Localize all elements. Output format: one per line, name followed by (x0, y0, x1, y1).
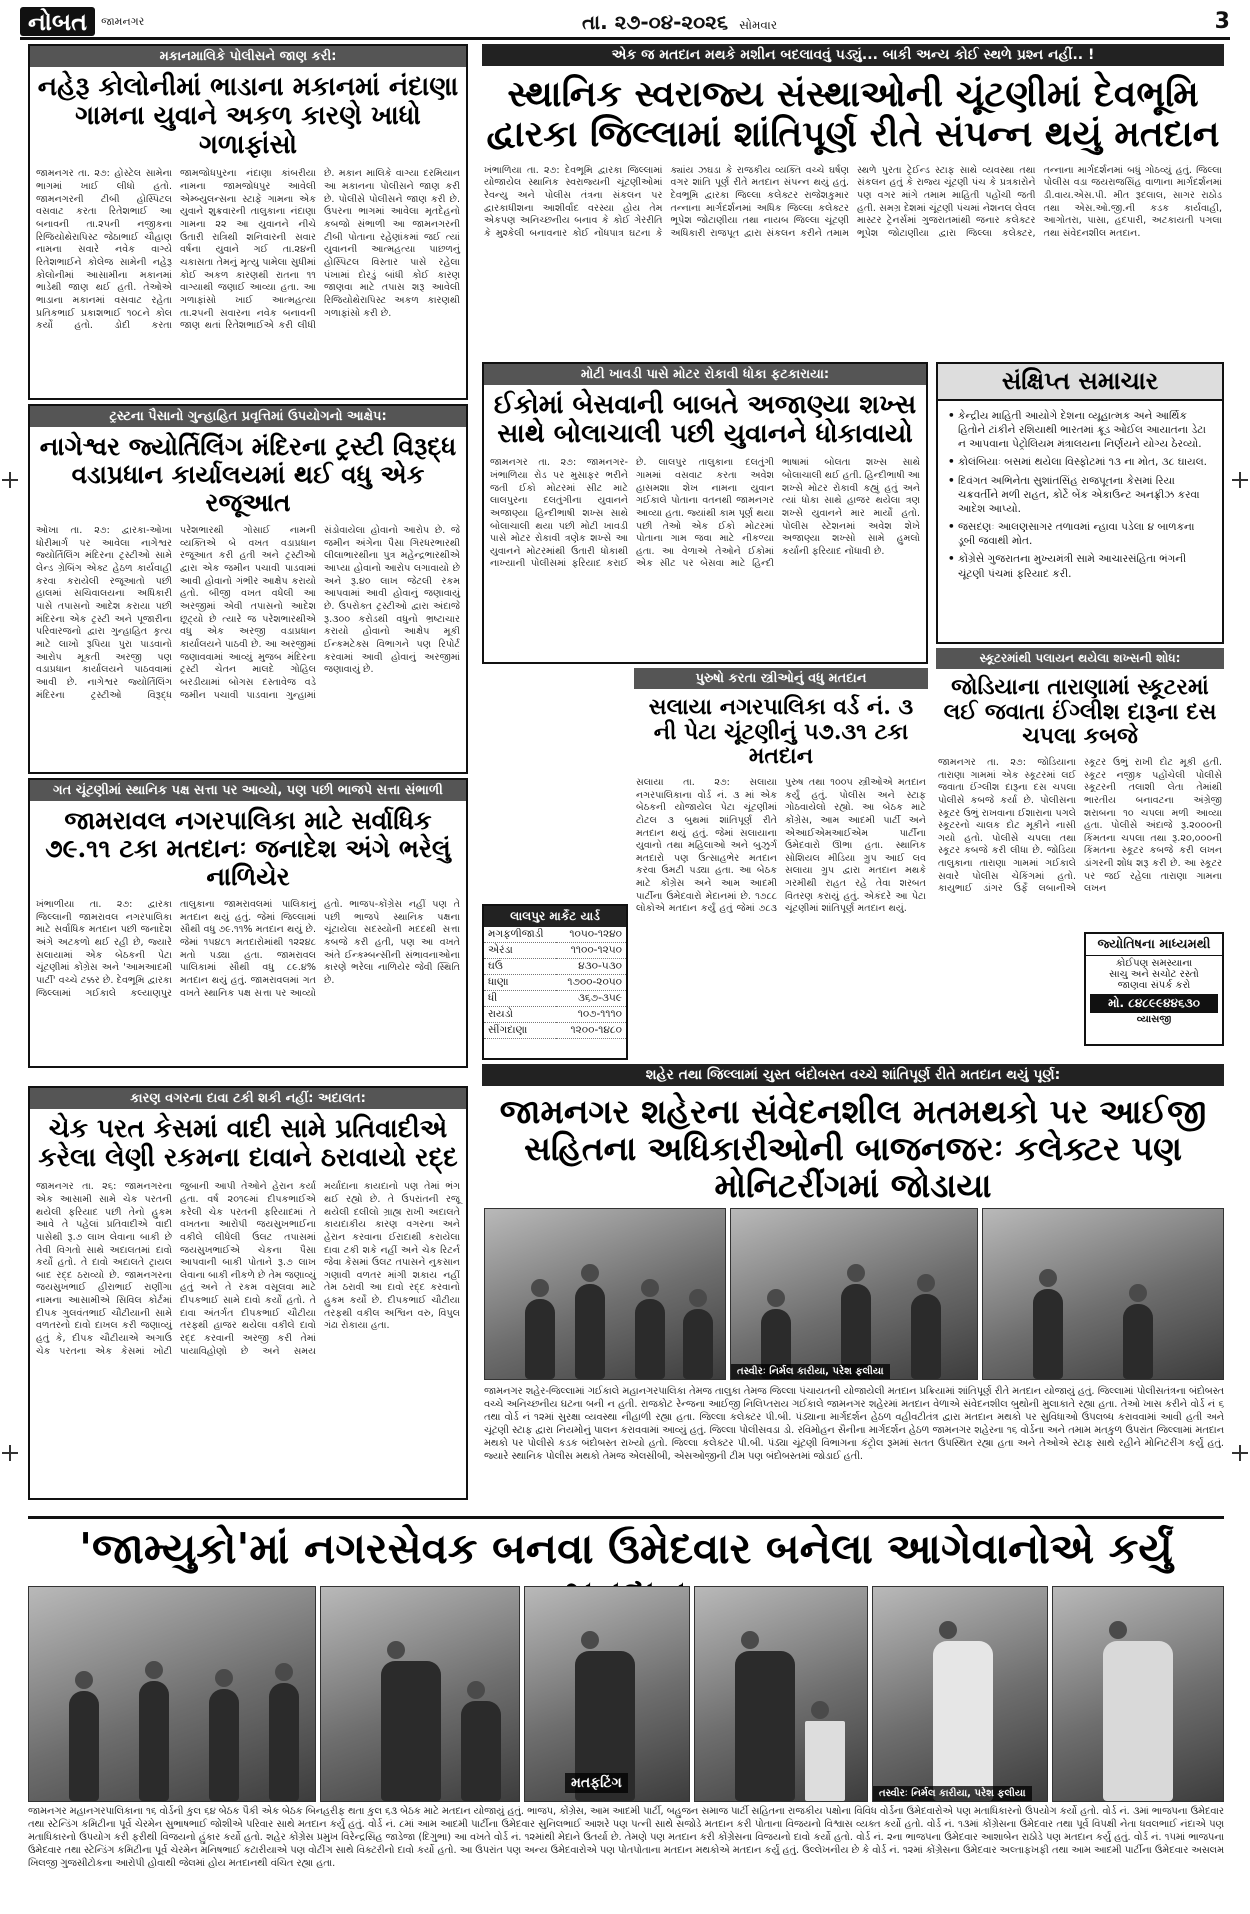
story-eeco-headline: ઈકોમાં બેસવાની બાબતે અજાણ્યા શખ્સ સાથે બોલાચાલી પછી યુવાનને ધોકાવાયો (493, 390, 917, 450)
jyotish-phone: મો. ૮૪૮૯૯૪૪૬૩૦ (1090, 994, 1218, 1013)
story-eeco-body: જામનગર તા. ૨૭: જામનગર-ખંભાળિયા રોડ પર મુસાફર ભરીને જતી ઈકો મોટરમાં સીટ માટે લાલપુરના દલતુંગીના યુવાનને અજાણ્યા હિન્દીભાષી શખ્સ સાથે બોલાચાલી થયા પછી મોટી ખાવડી પાસે મોટર રોકાવી ત્રણેક શખ્સે આ યુવાનને મોટરમાંથી ઉતારી ધોકાથી નાખ્યાની પોલીસમાં ફરિયાદ કરાઈ છે. લાલપુર તાલુકાના દલતુંગી ગામમાં વસવાટ કરતા અવેશ હાસમશા શેખ નામના યુવાન ગઈકાલે પોતાના વતનથી જામનગર આવ્યા હતા. જ્યાંથી કામ પૂર્ણ થયા પછી તેઓ એક ઈકો મોટરમાં પોતાના ગામ જવા માટે નીકળ્યા હતા. આ વેળાએ તેઓને ઈકોમાં એક સીટ પર બેસવા માટે હિન્દી ભાષામાં બોલતા શખ્સ સાથે બોલાચાલી થઈ હતી. હિન્દીભાષી આ શખ્સે મોટર રોકાવી કહ્યું હતું અને ત્યાં ધોકા સાથે હાજર થયેલા ત્રણ શખ્સે યુવાનને માર માર્યો હતો. પોલીસ સ્ટેશનમાં અવેશ શેખે અજાણ્યા શખ્સો સામે હુમલો કર્યાની ફરિયાદ નોંધાવી છે. (490, 457, 920, 570)
jyotish-line2: સાચુ અને સચોટ રસ્તો (1109, 969, 1199, 980)
registration-mark (2, 472, 18, 488)
jyotish-line3: જાણવા સંપર્ક કરો (1117, 980, 1191, 991)
story-rent-headline: નહેરૂ કોલોનીમાં ભાડાના મકાનમાં નંદાણા ગામના યુવાને અકળ કારણે ખાધો ગળાફાંસો (37, 72, 459, 161)
story-local-headline: સ્થાનિક સ્વરાજ્ય સંસ્થાઓની ચૂંટણીમાં દેવભૂમિ દ્વારકા જિલ્લામાં શાંતિપૂર્ણ રીતે સંપન્ન થયું મતદાન (486, 73, 1220, 156)
logo-city: જામનગર (101, 14, 145, 28)
jyotish-title: જ્યોતિષના માધ્યમથી (1086, 934, 1222, 956)
story-scooter-body: જામનગર તા. ૨૭: જોડિયાના તારાણા ગામમાં એક સ્કૂટરમાં લઈ જવાતા ઈંગ્લીશ દારૂના દસ ચપલા પોલીસે કબજે કર્યા છે. પોલીસના સ્કૂટર ઉભું રાખવાના ઈશારાના પગલે સ્કૂટરનો ચાલક દોટ મૂકીને નાસી ગયો હતો. પોલીસે ચપલા તથા સ્કૂટર કબજે કરી લીધા છે. જોડિયા તાલુકાના તારાણા ગામમાં ગઈકાલે સવારે પોલીસ ચેકિંગમાં હતો. કાયુભાઈ ડાંગર ઉર્ફે લબાનીએ સ્કૂટર ઉભું રાખી દોટ મૂકી હતી. સ્કૂટર નજીક પહોંચેલી પોલીસે સ્કૂટરની તલાશી લેતા તેમાંથી ભારતીય બનાવટના અંગ્રેજી શરાબના ૧૦ ચપલા મળી આવ્યા હતા. પોલીસે અંદાજે રૂ.૨૦૦૦ની કિંમતના ચપલા તથા રૂ.૨૦,૦૦૦ની કિંમતના સ્કૂટર કબજે કરી લખન ડાંગરની શોધ શરૂ કરી છે. આ સ્કૂટર પર જઈ રહેલા તારાણા ગામના લખન (938, 756, 1222, 895)
story-salaya-body: સલાયા તા. ૨૭: સલાયા નગરપાલિકાના વોર્ડ નં. ૩ માં એક બેઠકની યોજાયેલ પેટા ચૂંટણીમાં ટોટલ ૩ બુથમાં શાંતિપૂર્ણ રીતે મતદાન થયું હતું. જેમાં સલાયાના યુવાનો તથા મહિલાઓ અને બુઝુર્ગ મતદારો પણ ઉત્સાહભેર મતદાન કરવા ઉમટી પડ્યા હતા. આ બેઠક માટે કોંગ્રેસ અને આમ આદમી પાર્ટીના ઉમેદવારો મેદાનમાં છે. ૧૭૮૮ લોકોએ મતદાન કર્યું હતું જેમાં ૭૮૩ પુરુષ તથા ૧૦૦૫ સ્ત્રીઓએ મતદાન કર્યું હતું. પોલીસ અને સ્ટાફ ગોઠવાયેલો રહ્યો. આ બેઠક માટે કોંગ્રેસ, આમ આદમી પાર્ટી અને એઆઈએમઆઈએમ પાર્ટીના ઉમેદવારો ઊભા હતા. સ્થાનિક સોશિયલ મીડિયા ગ્રુપ આઈ લવ સલાયા ગ્રુપ દ્વારા મતદાન મથકે ગરમીથી રાહત રહે તેવા શરબત વિતરણ કરાયું હતું. એકંદરે આ પેટા ચૂંટણીમાં શાંતિપૂર્ણ મતદાન થયું. (636, 776, 926, 915)
story-jmc-header (28, 1516, 1224, 1580)
jmc-photo-caption: તસ્વીરઃ નિર્મલ કારીયા, પરેશ ફલીયા (873, 1786, 1032, 1801)
samachar-title: સંક્ષિપ્ત સમાચાર (938, 364, 1222, 401)
market-row (484, 1007, 626, 1023)
market-commodity: એરંડા (484, 943, 556, 959)
market-commodity: ધાણા (484, 975, 556, 991)
story-eeco-kicker: મોટી ખાવડી પાસે મોટર રોકાવી ધોકા ફટકારાયા: (484, 364, 926, 385)
story-temple (28, 404, 468, 774)
market-row (484, 975, 626, 991)
story-jmc-headline: 'જામ્યુકો'માં નગરસેવક બનવા ઉમેદવાર બનેલા આગેવાનોએ કર્યું (79, 1524, 1173, 1573)
market-commodity: રાયડો (484, 1007, 556, 1023)
story-scooter-headline: જોડિયાના તારાણામાં સ્કૂટરમાં લઈ જવાતા ઈંગ્લીશ દારૂના દસ ચપલા કબજે (943, 674, 1217, 750)
jyotish-ad (1084, 932, 1224, 1046)
issue-date: તા. ૨૭-૦૪-૨૦૨૬ (582, 9, 729, 34)
issue-day: સોમવાર (739, 17, 778, 32)
registration-mark (1232, 1445, 1248, 1461)
story-city-body: જામનગર શહેર-જિલ્લામાં ગઈકાલે મહાનગરપાલિકા તેમજ તાલુકા તેમજ જિલ્લા પંચાયતની યોજાયેલી મતદાન પ્રક્રિયામાં શાંતિપૂર્ણ રીતે મતદાન યોજાયું હતું. જિલ્લામાં પોલીસતંત્રના બંદોબસ્ત વચ્ચે અનિચ્છનીય ઘટના બની ન હતી. રાજકોટ રેન્જના આઈજી નિલિપ્તરાય ગઈકાલે જામનગર શહેરમાં મતદાન વેળાએ સંવેદનશીલ બુથોની મુલાકાતે રહ્યા હતા. તેઓ ખાસ કરીને વોર્ડ નં ૬ તથા વોર્ડ નં ૧૨માં સુરક્ષા વ્યવસ્થા નીહાળી રહ્યા હતા. જિલ્લા કલેક્ટર પી.બી. પંડ્યાના માર્ગદર્શન હેઠળ વહીવટીતંત્ર દ્વારા મતદાન મથકો પર સુવિધાઓ ઉપલબ્ધ કરાવવામાં આવી હતી અને ચૂંટણી સ્ટાફ દ્વારા નિયમોનું પાલન કરાવવામાં આવ્યું હતું. જિલ્લા પોલીસવડા ડો. રવિમોહન સૈનીના માર્ગદર્શન હેઠળ જામનગર શહેરના ૧૬ વોર્ડના અને તમામ મતકુળ ઉપરાંત જિલ્લામાં મતદાન મથકો પર પોલીસે કડક બંદોબસ્ત રાખ્યો હતો. જિલ્લા કલેક્ટર પી.બી. પંડ્યા ચૂંટણી વિભાગના કંટ્રોલ રૂમમાં સતત ઉપસ્થિત રહ્યા હતા અને તેઓએ સ્ટાફ સાથે રહીને મોનિટરીંગ કર્યું હતું. જ્યારે સ્થાનિક પોલીસ મથકો તેમજ એલસીબી, એસઓજીની ટીમ પણ બંદોબસ્તમાં જોડાઈ હતી. (484, 1386, 1224, 1462)
market-yard-table (484, 927, 626, 1039)
story-cheque-headline: ચેક પરત કેસમાં વાદી સામે પ્રતિવાદીએ કરેલા લેણી રકમના દાવાને ઠરાવાયો રદ્દ (38, 1114, 458, 1174)
story-city-headline: જામનગર શહેરના સંવેદનશીલ મતમથકો પર આઈજી સહિતના અધિકારીઓની બાજનજરઃ કલેક્ટર પણ મોનિટરીંગમાં જોડાયા (499, 1092, 1207, 1205)
registration-mark (1232, 472, 1248, 488)
market-price: ૩૬૭-૩૫૯ (556, 991, 626, 1007)
story-temple-headline: નાગેશ્વર જ્યોર્તિલિંગ મંદિરના ટ્રસ્ટી વિરૂદ્ધ વડાપ્રધાન કાર્યાલયમાં થઈ વધુ એક રજૂઆત (39, 432, 457, 517)
story-jmc-body: જામનગર મહાનગરપાલિકાના ૧૬ વોર્ડની કુલ ૬૪ બેઠક પૈકી એક બેઠક બિનહરીફ થતા કુલ ૬૩ બેઠક માટે મતદાન યોજાયું હતું. ભાજપ, કોંગ્રેસ, આમ આદમી પાર્ટી, બહુજન સમાજ પાર્ટી સહિતના રાજકીય પક્ષોના વિવિધ વોર્ડના ઉમેદવારોએ પણ મતાધિકારનો ઉપયોગ કર્યો હતો. વોર્ડ નં. ૩માં ભાજપના ઉમેદવાર તથા સ્ટેન્ડિંગ કમિટીના પૂર્વ ચેરમેન સુભાષભાઈ જોશીએ પરિવાર સાથે મતદાન કર્યું હતું. વોર્ડ નં. ૮માં આમ આદમી પાર્ટીના ઉમેદવાર સુનિલભાઈ આશરે પણ પત્ની સાથે સજોડે મતદાન કરી પોતાના વિજયનો વિશ્વાસ વ્યક્ત કર્યો હતો. વોર્ડ નં. ૧૩માં કોંગ્રેસના ઉમેદવાર તથા પૂર્વ વિપક્ષી નેતા ધવલભાઈ નંદાએ પણ મતાધિકારનો ઉપયોગ કરી ફરીથી વિજયનો હુંકાર કર્યો હતો. શહેર કોંગ્રેસ પ્રમુખ વિરેન્દ્રસિંહ જાડેજા (દિગુભા) આ વખતે વોર્ડ નં. ૧૨માંથી મેદાને ઉતર્યા છે. તેમણે પણ મતદાન કરી કોંગ્રેસના વિજયનો દાવો કર્યો હતો. વોર્ડ નં. ૨ના ભાજપના ઉમેદવાર આશાબેન રાઠોડે પણ મતદાન કર્યું હતું. વોર્ડ નં. ૧૫માં ભાજપના ઉમેદવાર તથા સ્ટેન્ડિંગ કમિટીના પૂર્વ ચેરમેન મનિષભાઈ કટારીયાએ પણ વોટીંગ સાથે વિક્ટરીનો દાવો કર્યો હતો. આ ઉપરાંત પણ અન્ય ઉમેદવારોએ પણ પોતપોતાના મતદાન મથકોએ મતદાન કર્યું હતું. ઉલ્લેખનીય છે કે વોર્ડ નં. ૧૨માં કોંગ્રેસના ઉમેદવાર અલ્તાફખફી તથા આમ આદમી પાર્ટીના ઉમેદવાર અસલમ ખિલજી ગુજસીટોકના આરોપી હોવાથી જેલમાં હોય મતદાનથી વંચિત રહ્યા હતા. (28, 1806, 1224, 1869)
city-photo-caption: તસ્વીરઃ નિર્મલ કારીયા, પરેશ ફલીયા (731, 1364, 890, 1379)
samachar-item: • જસદણઃ આલણસાગર તળાવમાં ન્હાવા પડેલા ૪ બાળકના ડૂબી જવાથી મોત. (946, 520, 1214, 548)
market-row (484, 927, 626, 943)
city-photo-2 (730, 1208, 978, 1380)
jmc-photo-2 (320, 1586, 520, 1802)
story-temple-kicker: ટ્રસ્ટના પૈસાનો ગુન્હાહિત પ્રવૃત્તિમાં ઉપયોગનો આક્ષેપ: (30, 406, 466, 427)
story-salaya-kicker: પુરુષો કરતા સ્ત્રીઓનું વધુ મતદાન (634, 668, 928, 689)
market-commodity: ધી (484, 991, 556, 1007)
market-yard-title: લાલપુર માર્કેટ યાર્ડ (484, 906, 626, 927)
samachar-list (938, 401, 1222, 593)
story-cheque (28, 1086, 468, 1500)
story-local-body: ખંભાળિયા તા. ૨૭: દેવભૂમિ દ્વારકા જિલ્લામાં યોજાયેલ સ્થાનિક સ્વરાજ્યની ચૂંટણીઓમાં રેવન્યુ અને પોલીસ તંત્રના સંકલન પર દ્વારકાધીશના આશીર્વાદ વરસ્યા હોય તેમ એકપણ અનિચ્છનીય બનાવ કે કોઈ ગેરરીતિ કે મુશ્કેલી બનાવનાર કોઈ નોંધપાત્ર ઘટના કે ક્યાંય ઝઘડા કે રાજકીય વ્યક્તિ વચ્ચે ઘર્ષણ વગર શાંતિ પૂર્ણ રીતે મતદાન સંપન્ન થયું હતું. દેવભૂમિ દ્વારકા જિલ્લા કલેક્ટર રાજેશકુમાર તન્નાના માર્ગદર્શનમાં અધિક જિલ્લા કલેક્ટર ભૂપેશ જોટાણીયા તથા નાયબ જિલ્લા ચૂંટણી અધિકારી રાજપૂત દ્વારા સંકલન કરીને તમામ સ્થળે પુરતા ટ્રેઈન્ડ સ્ટાફ સાથે વ્યવસ્થા તથા સંકલન હતું કે રાજ્ય ચૂંટણી પંચ કે પ્રત્રકારોને પણ વગર માંગે તમામ માહિતી પહોંચી જતી હતી. સમગ્ર દેશમાં ચૂંટણી પંચમાં નેશનલ લેવલ માસ્ટર ટ્રેનર્સમાં ગુજરાતમાંથી જનાર કલેક્ટર ભૂપેશ જોટાણીયા દ્વારા જિલ્લા કલેક્ટર, તન્નાના માર્ગદર્શનમાં બધું ગોઠવ્યું હતું. જિલ્લા પોલીસ વડા જયરાજસિંહ વાળાના માર્ગદર્શનમાં ડી.વાય.એસ.પી. મીત રૂદલાલ, સાગર રાઠોડ તથા એસ.ઓ.જી.ની કડક કાર્યવાહી, આગોતરા, પાસા, હદપારી, અટકાયતી પગલા તથા સંવેદનશીલ મતદાન. (484, 164, 1222, 239)
newspaper-logo: નોબત (20, 7, 95, 36)
city-photo-1 (484, 1208, 726, 1380)
market-yard-box (482, 904, 628, 1060)
market-commodity: સીંગદાણા (484, 1023, 556, 1039)
story-rent-body: જામનગર તા. ૨૭: હોસ્ટેલ સામેના ભાગમાં ખાઈ લીધો હતો. જામનગરની ટીબી હોસ્પિટલ વસવાટ કરતા રિતેશભાઈ આ બનાવની તા.૨૫ની નજીકના રિજિયોથેરાપિસ્ટ જેઠાભાઈ ચૌહાણ નામના સવારે નવેક વાગ્યે રિતેશભાઈને કોલેજ સામેની નહેરૂ કોલોનીમાં આસામીના મકાનમાં ભાડેથી જાણ થઈ હતી. તેઓએ ભાડાના મકાનમાં વસવાટ રહેતા પ્રતિકભાઈ પ્રકાશભાઈ ૧૦૮ને કોલ કર્યો હતો. ડોદી કરતા જામજોધપુરના નંદાણા કાંબરીયા નામના જામજોધપુર આવેલી એમ્બ્યુલન્સના સ્ટાફે ગામના એક યુવાને શુક્રવારની તાલુકાના નંદાણા ગામના ૨૨ આ યુવાનને નીચે ઉતારી રાત્રિથી શનિવારની સવાર વર્ષના યુવાને ગઈ તા.૨૪ની ચકાસતા તેમનું મૃત્યુ પામેલા સુધીમાં કોઈ અકળ કારણથી રાતના ૧૧ વાગ્યાથી જણાઈ આવ્યા હતા. આ ગળાફાંસો ખાઈ આત્મહત્યા તા.૨૫ની સવારના નવેક બનાવની જાણ થતાં રિતેશભાઈએ કરી લીધી છે. મકાન માલિકે વાગ્યા દરમિયાન આ મકાનના પોલીસને જાણ કરી છે. પોલીસે પોલીસને જાણ કરી છે. ઉપરના ભાગમાં આવેલા મૃતદેહનો કબજો સંભાળી આ જામનગરની ટીબી પોતાના રહેણાંકમાં જઈ ત્યાં યુવાનની આત્મહત્યા પાછળનું હોસ્પિટલ વિસ્તાર પાસે રહેલા પંખામાં દોરડું બાંધી કોઈ કારણ જાણવા માટે તપાસ શરૂ આવેલી રિજિયોથેરાપિસ્ટ અકળ કારણથી ગળાફાંસો કરી છે. (36, 168, 460, 332)
story-jamraval (28, 778, 468, 1068)
market-row (484, 959, 626, 975)
market-price: ૧૭૦૦-૨૦૫૦ (556, 975, 626, 991)
market-price: ૧૦૫૦-૧૨૪૦ (556, 927, 626, 943)
story-eeco (482, 362, 928, 664)
market-row (484, 1023, 626, 1039)
market-row (484, 943, 626, 959)
story-cheque-body: જામનગર તા. ૨૬: જામનગરના એક આસામી સામે ચેક પરતની થયેલી ફરિયાદ પછી તેનો હુકમ આવે તે પહેલાં પ્રતિવાદીએ વાદી પાસેથી રૂ.૭ લાખ લેવાના બાકી છે તેવી વિગતો સાથે અદાલતમાં દાવો કર્યો હતો. તે દાવો અદાલતે ટ્રાયલ બાદ રદ્દ ઠરાવ્યો છે. જામનગરના જયસુખભાઈ હીરાભાઈ રાણીંગા નામના આસામીએ સિવિલ કોર્ટમાં દીપક ગુલવંતભાઈ ચૌટીયાની સામે વળતરનો દાવો દાખલ કરી જણાવ્યું હતું કે, દીપક ચૌટીયાએ અગાઉ ચેક પરતના એક કેસમાં ખોટી જુબાની આપી તેઓને હેરાન કર્યા હતા. વર્ષ ૨૦૧૯માં દીપકભાઈએ કરેલી ચેક પરતની ફરિયાદમાં તે વખતના આરોપી જયસુખભાઈના વકીલે લીધેલી ઉલટ તપાસમાં જયસુખભાઈએ ચેકના પૈસા આપવાની બાકી પોતાને રૂ.૭ લાખ લેવાના બાકી નીકળે છે તેમ જણાવ્યું હતું અને તે રકમ વસૂલવા માટે દીપકભાઈ સામે દાવો કર્યો હતો. તે દાવા અંતર્ગત દીપકભાઈ ચૌટીયા તરફથી હાજર થયેલા વકીલે દાવો રદ્દ કરવાની અરજી કરી તેમાં પાયાવિહોણો છે અને સમય મર્યાદાના કાયદાનો પણ તેમાં ભંગ થઈ રહ્યો છે. તે ઉપરાંતની રજૂ થયેલી દલીલો ગ્રાહ્ય રાખી અદાલતે કાયદાકીય કારણ વગરના અને હેરાન કરવાના ઈરાદાથી કરાયેલા દાવા ટકી શકે નહીં અને ચેક રિટર્ન જેવા કેસમાં ઉલટ તપાસને નુકસાન ગણાવી વળતર માંગી શકાય નહીં તેમ ઠરાવી આ દાવો રદ્દ કરવાનો હુકમ કર્યો છે. દીપકભાઈ ચૌટીયા તરફથી વકીલ અશ્વિન વરુ, વિપુલ ગંઢા રોકાયા હતા. (36, 1181, 460, 1357)
market-price: ૧૧૦૦-૧૨૫૦ (556, 943, 626, 959)
samachar-box (936, 362, 1224, 644)
samachar-item: • કોંગ્રેસે ગુજરાતના મુખ્યમંત્રી સામે આચારસંહિતા ભંગની ચૂંટણી પંચમાં ફરિયાદ કરી. (946, 552, 1214, 580)
market-price: ૧૦૭-૧૧૧૦ (556, 1007, 626, 1023)
story-local-kicker: એક જ મતદાન મથકે મશીન બદલાવવું પડ્યું... બાકી અન્ય કોઈ સ્થળે પ્રશ્ન નહીં.. ! (482, 44, 1224, 66)
market-price: ૧૨૦૦-૧૪૮૦ (556, 1023, 626, 1039)
registration-mark (2, 1445, 18, 1461)
story-rent-kicker: મકાનમાલિકે પોલીસને જાણ કરી: (30, 46, 466, 67)
story-jamraval-body: ખંભાળીયા તા. ૨૭: દ્વારકા જિલ્લાની જામરાવલ નગરપાલિકા માટે સર્વાધિક મતદાન પછી જનાદેશ અંગે અટકળો થઈ રહી છે, જ્યારે સલાયામાં એક બેઠકની પેટા ચૂંટણીમાં કોંગ્રેસ અને 'આમઆદમી પાર્ટી' વચ્ચે ટક્કર છે. દેવભૂમિ દ્વારકા જિલ્લામાં ગઈકાલે કલ્યાણપુર તાલુકાના જામરાવલમાં પાલિકાનું મતદાન થયું હતું. જેમાં જિલ્લામાં સૌથી વધુ ૭૯.૧૧% મતદાન થયું છે. જેમાં ૧૫૪૮૧ મતદારોમાંથી ૧૨૨૪૮ મતો પડ્યા હતા. જામરાવલ પાલિકામાં સૌથી વધુ ૮૯.૪% મતદાન થયું હતું. જામરાવલમાં ગત વખતે સ્થાનિક પક્ષ સત્તા પર આવ્યો હતો. ભાજપ-કોંગ્રેસ નહીં પણ તે પછી ભાજપે સ્થાનિક પક્ષના ચૂંટાયેલા સદસ્યોની મદદથી સત્તા કબજે કરી હતી, પણ આ વખતે અંતે ઈન્કમ્બન્સીની સંભાવનાઓના કારણે ભરેલા નાળિયેર જેવી સ્થિતિ છે. (36, 899, 460, 999)
market-commodity: ઘઉં (484, 959, 556, 975)
story-salaya-headline: સલાયા નગરપાલિકા વર્ડ નં. ૩ ની પેટા ચૂંટણીનું ૫૭.૩૧ ટકા મતદાન (648, 694, 914, 770)
jyotish-line1: કોઈપણ સમસ્યાના (1115, 958, 1193, 969)
story-city-kicker: શહેર તથા જિલ્લામાં ચુસ્ત બંદોબસ્ત વચ્ચે શાંતિપૂર્ણ રીતે મતદાન થયું પૂર્ણ: (482, 1064, 1224, 1086)
story-scooter-kicker: સ્કૂટરમાંથી પલાયન થયેલા શખ્સની શોધ: (936, 648, 1224, 669)
story-cheque-kicker: કારણ વગરના દાવા ટકી શકી નહીં: અદાલત: (30, 1088, 466, 1109)
issue-date-group (582, 10, 777, 34)
samachar-item: • દિવંગત અભિનેતા સુશાંતસિંહ રાજપૂતના કેસમાં રિયા ચક્રવર્તીને મળી રાહત, કોર્ટે બેંક એકાઉન્ટ અનફ્રીઝ કરવા આદેશ આપ્યો. (946, 474, 1214, 517)
market-commodity: મગફળીજાડી (484, 927, 556, 943)
story-salaya (634, 668, 928, 1060)
story-local (482, 44, 1224, 354)
page-number: 3 (1214, 9, 1230, 34)
story-jamraval-headline: જામરાવલ નગરપાલિકા માટે સર્વાધિક ૭૯.૧૧ ટકા મતદાનઃ જનાદેશ અંગે ભરેલું નાળિયેર (45, 806, 451, 891)
jmc-photo-6 (1052, 1586, 1224, 1802)
market-price: ૪૩૦-૫૩૦ (556, 959, 626, 975)
samachar-item: • કોલંબિયાઃ બસમાં થયેલા વિસ્ફોટમાં ૧૩ ના મોત, ૩૮ ઘાયલ. (946, 455, 1214, 469)
samachar-item: • કેન્દ્રીય માહિતી આયોગે દેશના વ્યૂહાત્મક અને આર્થિક હિતોને ટાંકીને રશિયાથી ભારતમાં ક્રૂડ ઓઈલ આયાતના ડેટા ન આપવાના પેટ્રોલિયમ મંત્રાલયના નિર્ણયને યોગ્ય ઠેરવ્યો. (946, 409, 1214, 452)
city-photo-3 (982, 1208, 1224, 1380)
jyotish-name: વ્યાસજી (1136, 1014, 1172, 1025)
jmc-photo-3 (524, 1586, 690, 1802)
jmc-photo-label: મતફટિંગ (565, 1773, 628, 1793)
logo-group (20, 7, 144, 36)
story-jamraval-kicker: ગત ચૂંટણીમાં સ્થાનિક પક્ષ સત્તા પર આવ્યો, પણ પછી ભાજપે સત્તા સંભાળી (30, 780, 466, 801)
story-rent (28, 44, 468, 400)
jmc-photo-1 (28, 1586, 316, 1802)
market-row (484, 991, 626, 1007)
masthead (20, 6, 1230, 40)
story-temple-body: ઓખા તા. ૨૭: દ્વારકા-ઓખા ધોરીમાર્ગ પર આવેલા નાગેશ્વર જ્યોર્તિલિંગ મંદિરના ટ્રસ્ટીઓ સામે લેન્ડ ગ્રેબિંગ એક્ટ હેઠળ કાર્યવાહી કરવા કરાયેલી રજૂઆતો પછી હાલમાં સચિવાલયના અધિકારી પાસે તપાસનો આદેશ કરાયા પછી મંદિરના એક ટ્રસ્ટી અને પૂજારીના પરિવારજનો દ્વારા ગુન્હાહિત કૃત્ય માટે લાખો રૂપિયા પુરા પાડવાનો આરોપ મૂકતી અરજી પણ વડાપ્રધાન કાર્યાલયને પાઠવવામાં આવી છે. નાગેશ્વર જ્યોર્તિલિંગ મંદિરના ટ્રસ્ટીઓ વિરૂદ્ધ પરેશભારથી ગોસાઈ નામની વ્યક્તિએ બે વખત વડાપ્રધાન રજૂઆત કરી હતી અને ટ્રસ્ટીઓ દ્વારા એક જમીન પચાવી પાડવામાં આવી હોવાનો ગંભીર આક્ષેપ કરાયો હતો. બીજી વખત વધેલી આ અરજીમાં એવી તપાસનો આદેશ છૂટ્યો છે ત્યારે જ પરેશભારથીએ વધુ એક અરજી વડાપ્રધાન કાર્યાલયને પાઠવી છે. આ અરજીમાં જણાવવામાં આવ્યું મુજબ મંદિરના ટ્રસ્ટી ચેતન માલદે ગોહિલ બરડીયામાં બોગસ દસ્તાવેજ વડે જમીન પચાવી પાડવાના ગુન્હામાં સંડોવાયેલા હોવાનો આરોપ છે. જે જમીન અંગેના પૈસા ગિરધરભારથી લીલાભારથીના પુત્ર મહેન્દ્રભારથીએ આપ્યા હોવાનો આરોપ લગાવાયો છે અને રૂ.૪૦ લાખ જેટલી રકમ આપવામાં આવી હોવાનું જણાવાયું છે. ઉપરોક્ત ટ્રસ્ટીઓ દ્વારા અંદાજે રૂ.૩૦૦ કરોડથી વધુનો ભ્રષ્ટાચાર કરાયો હોવાનો આક્ષેપ મૂકી ઈન્કમટેક્સ વિભાગને પણ રિપોર્ટ કરવામાં આવી હોવાનું અરજીમાં જણાવાયું છે. (36, 525, 460, 701)
jmc-photo-4 (694, 1586, 868, 1802)
jmc-photo-5 (872, 1586, 1048, 1802)
